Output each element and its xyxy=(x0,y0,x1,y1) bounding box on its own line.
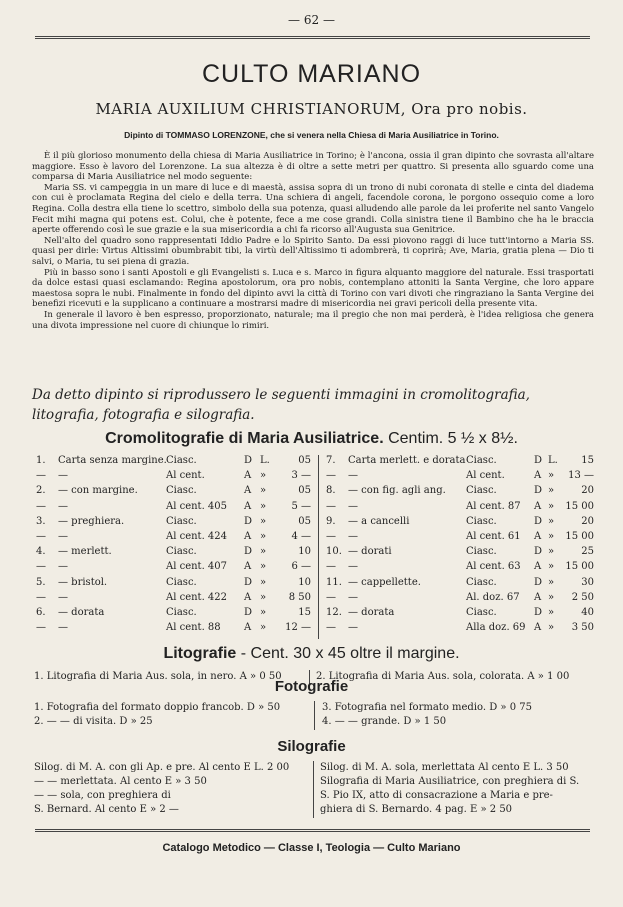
price-cell: — a cancelli xyxy=(348,515,410,527)
price-cell: 6. xyxy=(36,606,46,618)
price-cell: — xyxy=(58,530,68,542)
price-cell: » xyxy=(548,606,555,618)
price-cell: 12. xyxy=(326,606,342,618)
price-row xyxy=(326,531,594,546)
price-cell: Carta merlett. e dorata xyxy=(348,455,466,466)
price-cell: » xyxy=(260,606,267,618)
price-cell: Ciasc. xyxy=(166,606,197,618)
price-cell: — xyxy=(36,622,46,634)
price-row xyxy=(36,455,311,470)
price-row xyxy=(36,485,311,500)
price-cell: D xyxy=(534,485,543,497)
price-cell: » xyxy=(548,515,555,527)
price-cell: 10 xyxy=(298,576,311,588)
price-cell: Al cent. 63 xyxy=(466,561,521,573)
price-cell: — xyxy=(348,470,358,482)
price-cell: 10. xyxy=(326,546,342,558)
price-cell: A xyxy=(534,500,542,512)
price-cell: 2. xyxy=(36,485,46,497)
cromo-heading xyxy=(0,430,623,448)
price-cell: » xyxy=(260,485,267,497)
price-cell: 3. xyxy=(36,515,46,527)
price-cell: » xyxy=(260,591,267,603)
price-row xyxy=(326,485,594,500)
price-cell: 15 xyxy=(298,606,311,618)
price-cell: Ciasc. xyxy=(166,485,197,497)
price-cell: » xyxy=(260,546,267,558)
price-cell: » xyxy=(548,485,555,497)
price-cell: D xyxy=(534,455,543,466)
price-row xyxy=(36,561,311,576)
price-cell: 4. xyxy=(36,546,46,558)
header-rule xyxy=(35,36,590,39)
price-cell: — xyxy=(326,470,336,482)
price-cell: D xyxy=(534,515,543,527)
price-cell: D xyxy=(244,455,253,466)
page-title: CULTO MARIANO xyxy=(201,60,422,88)
price-cell: — xyxy=(348,591,358,603)
silo-item: ghiera di S. Bernardo. 4 pag. E » 2 50 xyxy=(320,804,513,815)
price-row xyxy=(36,531,311,546)
price-row xyxy=(36,501,311,516)
price-cell: D xyxy=(244,515,253,527)
price-cell: L. xyxy=(548,455,558,466)
price-cell: 20 xyxy=(581,485,594,497)
price-cell: Al cent. 61 xyxy=(466,530,521,542)
price-cell: Al cent. xyxy=(166,470,205,482)
price-cell: » xyxy=(260,561,267,573)
price-cell: — xyxy=(58,500,68,512)
price-row xyxy=(36,577,311,592)
price-cell: Alla doz. 69 xyxy=(466,622,526,634)
reproductions-intro: Da detto dipinto si riprodussero le seguenti immagini in cromolitografia, litografia, fotografia e silografia. xyxy=(32,387,530,423)
price-cell: » xyxy=(260,622,267,634)
price-row xyxy=(36,546,311,561)
price-cell: Al cent. 424 xyxy=(166,530,228,542)
price-cell: » xyxy=(260,530,267,542)
foto-item: 3. Fotografia nel formato medio. D » 0 75 xyxy=(322,702,532,713)
price-cell: A xyxy=(244,561,252,573)
price-cell: » xyxy=(260,576,267,588)
description-text xyxy=(32,151,594,331)
price-cell: — xyxy=(326,622,336,634)
price-cell: 13 — xyxy=(568,470,594,482)
price-cell: 8 50 xyxy=(288,591,311,603)
price-cell: A xyxy=(244,622,252,634)
price-cell: 8. xyxy=(326,485,336,497)
price-cell: 4 — xyxy=(291,530,311,542)
price-cell: 5 — xyxy=(291,500,311,512)
price-cell: 12 — xyxy=(285,622,311,634)
price-row xyxy=(36,470,311,485)
silo-item: — — sola, con preghiera di xyxy=(34,790,171,801)
price-cell: 15 00 xyxy=(565,530,594,542)
price-cell: D xyxy=(534,576,543,588)
price-cell: » xyxy=(548,530,555,542)
price-cell: 15 xyxy=(581,455,594,466)
price-cell: Ciasc. xyxy=(166,576,197,588)
price-cell: D xyxy=(244,546,253,558)
price-cell: — xyxy=(348,622,358,634)
price-cell: — xyxy=(58,561,68,573)
price-cell: Ciasc. xyxy=(166,515,197,527)
price-cell: Ciasc. xyxy=(466,546,497,558)
silo-heading: Silografie xyxy=(277,738,346,755)
price-cell: » xyxy=(260,470,267,482)
paragraph: Maria SS. vi campeggia in un mare di luce e di maestà, assisa sopra di un trono di nubi coronata di stelle e cinta del diadema con cui è proclamata Regina del cielo e della terra. Una schiera di angeli, facendole corona, le porgono ossequio come a loro Regina. Colla destra ella tiene lo scettro, simbolo della sua potenza, quasi alludendo alle parole da lei proferite nel santo Vangelo Fecit mihi magna qui potens est. Colui, che è potente, fece a me cose grandi. Colla sinistra tiene il Bambino che ha le braccia aperte offerendo così le sue grazie e la sua misericordia a chi fa ricorso all'Augusta sua Genitrice. xyxy=(32,182,594,236)
price-cell: » xyxy=(548,470,555,482)
price-cell: » xyxy=(260,515,267,527)
price-cell: — bristol. xyxy=(58,576,108,588)
price-row xyxy=(36,592,311,607)
price-cell: » xyxy=(548,576,555,588)
lito-item: 1. Litografia di Maria Aus. sola, in nero. A » 0 50 xyxy=(34,671,282,682)
foto-item: 2. — — di visita. D » 25 xyxy=(34,716,153,727)
cromo-list-left xyxy=(36,455,311,637)
price-cell: D xyxy=(534,546,543,558)
cromo-title: Cromolitografie di Maria Ausiliatrice. xyxy=(105,430,384,447)
price-cell: — xyxy=(58,591,68,603)
price-cell: Ciasc. xyxy=(166,455,197,466)
foto-item: 4. — — grande. D » 1 50 xyxy=(322,716,447,727)
price-cell: A xyxy=(244,591,252,603)
price-cell: 30 xyxy=(581,576,594,588)
price-cell: 2 50 xyxy=(571,591,594,603)
price-cell: 05 xyxy=(298,485,311,497)
column-divider xyxy=(318,455,319,639)
price-row xyxy=(326,516,594,531)
price-row xyxy=(326,622,594,637)
lito-item: 2. Litografia di Maria Aus. sola, colorata. A » 1 00 xyxy=(316,671,570,682)
price-row xyxy=(36,607,311,622)
price-cell: A xyxy=(534,561,542,573)
price-cell: — xyxy=(36,500,46,512)
price-cell: A xyxy=(244,470,252,482)
price-cell: 15 00 xyxy=(565,500,594,512)
column-divider xyxy=(314,701,315,730)
price-cell: — con fig. agli ang. xyxy=(348,485,446,497)
price-cell: — xyxy=(36,591,46,603)
price-cell: — dorati xyxy=(348,546,392,558)
price-row xyxy=(326,561,594,576)
price-cell: 6 — xyxy=(291,561,311,573)
price-cell: — xyxy=(58,470,68,482)
price-cell: — xyxy=(326,500,336,512)
price-cell: — merlett. xyxy=(58,546,112,558)
price-cell: » xyxy=(260,500,267,512)
price-row xyxy=(326,577,594,592)
price-cell: Al. doz. 67 xyxy=(466,591,520,603)
price-row xyxy=(326,455,594,470)
price-cell: A xyxy=(244,530,252,542)
price-cell: Al cent. 405 xyxy=(166,500,228,512)
price-cell: — xyxy=(326,530,336,542)
price-cell: Al cent. xyxy=(466,470,505,482)
price-cell: Carta senza margine. xyxy=(58,455,167,466)
price-cell: — xyxy=(326,561,336,573)
cromo-list-right xyxy=(326,455,594,637)
silo-item: Silografia di Maria Ausiliatrice, con preghiera di S. xyxy=(320,776,580,787)
price-cell: Ciasc. xyxy=(466,576,497,588)
price-cell: — con margine. xyxy=(58,485,138,497)
price-cell: 3 — xyxy=(291,470,311,482)
painting-caption: Dipinto di TOMMASO LORENZONE, che si venera nella Chiesa di Maria Ausiliatrice in Torino. xyxy=(124,130,499,140)
price-cell: » xyxy=(548,622,555,634)
price-row xyxy=(326,546,594,561)
silo-item: Silog. di M. A. con gli Ap. e pre. Al cento E L. 2 00 xyxy=(34,762,290,773)
paragraph: È il più glorioso monumento della chiesa di Maria Ausiliatrice in Torino; è l'ancona, ossia il gran dipinto che sovrasta all'altare maggiore. Esso è lavoro del Lorenzone. La sua altezza è di oltre a sette metri per quattro. Si presenta allo sguardo come una comparsa di Maria Ausiliatrice nel modo seguente: xyxy=(32,151,594,183)
price-row xyxy=(326,470,594,485)
price-cell: — xyxy=(326,591,336,603)
price-cell: — xyxy=(36,530,46,542)
silo-item: Silog. di M. A. sola, merlettata Al cento E L. 3 50 xyxy=(320,762,569,773)
page-subtitle: MARIA AUXILIUM CHRISTIANORUM, Ora pro nobis. xyxy=(95,100,528,118)
price-cell: 1. xyxy=(36,455,46,466)
price-row xyxy=(326,501,594,516)
price-cell: — dorata xyxy=(348,606,395,618)
price-cell: A xyxy=(244,485,252,497)
price-cell: » xyxy=(548,500,555,512)
price-cell: — xyxy=(36,470,46,482)
silo-item: S. Pio IX, atto di consacrazione a Maria e pre- xyxy=(320,790,553,801)
price-cell: D xyxy=(244,576,253,588)
price-cell: 7. xyxy=(326,455,336,466)
price-cell: Ciasc. xyxy=(466,455,497,466)
price-cell: — xyxy=(348,561,358,573)
cromo-size: Centim. 5 ½ x 8½. xyxy=(388,430,518,447)
price-cell: 05 xyxy=(298,515,311,527)
price-cell: A xyxy=(534,591,542,603)
price-cell: — cappellette. xyxy=(348,576,421,588)
price-row xyxy=(326,592,594,607)
price-cell: 5. xyxy=(36,576,46,588)
price-cell: A xyxy=(244,500,252,512)
price-cell: — dorata xyxy=(58,606,105,618)
price-cell: — xyxy=(58,622,68,634)
silo-item: S. Bernard. Al cento E » 2 — xyxy=(34,804,179,815)
paragraph: Nell'alto del quadro sono rappresentati Iddio Padre e lo Spirito Santo. Da essi piovono raggi di luce tutt'intorno a Maria SS. quasi per dirle: Virtus Altissimi obumbrabit tibi, la virtù dell'Altissimo ti adombrerà, ti coprirà; Ave, Maria, gratia plena — Dio ti salvi, o Maria, tu sei piena di grazia. xyxy=(32,235,594,267)
page-number: — 62 — xyxy=(288,13,335,27)
price-cell: 3 50 xyxy=(571,622,594,634)
price-cell: Al cent. 87 xyxy=(466,500,521,512)
price-cell: Ciasc. xyxy=(466,515,497,527)
footer-rule xyxy=(35,829,590,832)
price-cell: 05 xyxy=(298,455,311,466)
price-cell: Al cent. 422 xyxy=(166,591,228,603)
paragraph: In generale il lavoro è ben espresso, proporzionato, naturale; ma il pregio che non mai perderà, è l'idea religiosa che genera una divota impressione nel cuore di chiunque lo rimiri. xyxy=(32,309,594,331)
price-cell: 9. xyxy=(326,515,336,527)
price-row xyxy=(36,516,311,531)
price-row xyxy=(36,622,311,637)
price-cell: A xyxy=(534,530,542,542)
price-cell: D xyxy=(244,606,253,618)
price-cell: — xyxy=(348,530,358,542)
price-cell: 10 xyxy=(298,546,311,558)
price-cell: 11. xyxy=(326,576,342,588)
price-cell: Ciasc. xyxy=(466,606,497,618)
column-divider xyxy=(313,761,314,818)
price-cell: 25 xyxy=(581,546,594,558)
price-cell: 15 00 xyxy=(565,561,594,573)
price-cell: Ciasc. xyxy=(466,485,497,497)
price-cell: D xyxy=(534,606,543,618)
page-footer: Catalogo Metodico — Classe I, Teologia — Culto Mariano xyxy=(162,842,461,854)
price-cell: » xyxy=(548,591,555,603)
lito-heading xyxy=(0,645,623,663)
price-cell: 20 xyxy=(581,515,594,527)
price-cell: Ciasc. xyxy=(166,546,197,558)
paragraph: Più in basso sono i santi Apostoli e gli Evangelisti s. Luca e s. Marco in figura alquanto maggiore del naturale. Essi trasportati da dolce estasi quasi esclamando: Regina apostolorum, ora pro nobis, contemplano attoniti la Santa Vergine, che loro appare maestosa sopra le nubi. Finalmente in fondo del dipinto avvi la città di Torino con vari divoti che ringraziano la Santa Vergine dei benefizi ricevuti e la supplicano a continuare a mostrarsi madre di misericordia nei gravi pericoli della presente vita. xyxy=(32,267,594,310)
lito-title: Litografie xyxy=(163,645,237,662)
price-cell: — xyxy=(348,500,358,512)
price-cell: A xyxy=(534,470,542,482)
price-cell: » xyxy=(548,561,555,573)
price-cell: Al cent. 407 xyxy=(166,561,228,573)
price-cell: » xyxy=(548,546,555,558)
lito-size: - Cent. 30 x 45 oltre il margine. xyxy=(240,645,460,662)
price-cell: 40 xyxy=(581,606,594,618)
price-cell: Al cent. 88 xyxy=(166,622,221,634)
price-cell: L. xyxy=(260,455,270,466)
silo-item: — — merlettata. Al cento E » 3 50 xyxy=(34,776,207,787)
price-cell: — xyxy=(36,561,46,573)
price-cell: A xyxy=(534,622,542,634)
price-row xyxy=(326,607,594,622)
price-cell: — preghiera. xyxy=(58,515,125,527)
foto-item: 1. Fotografia del formato doppio francob. D » 50 xyxy=(34,702,281,713)
foto-heading: Fotografie xyxy=(274,678,349,695)
